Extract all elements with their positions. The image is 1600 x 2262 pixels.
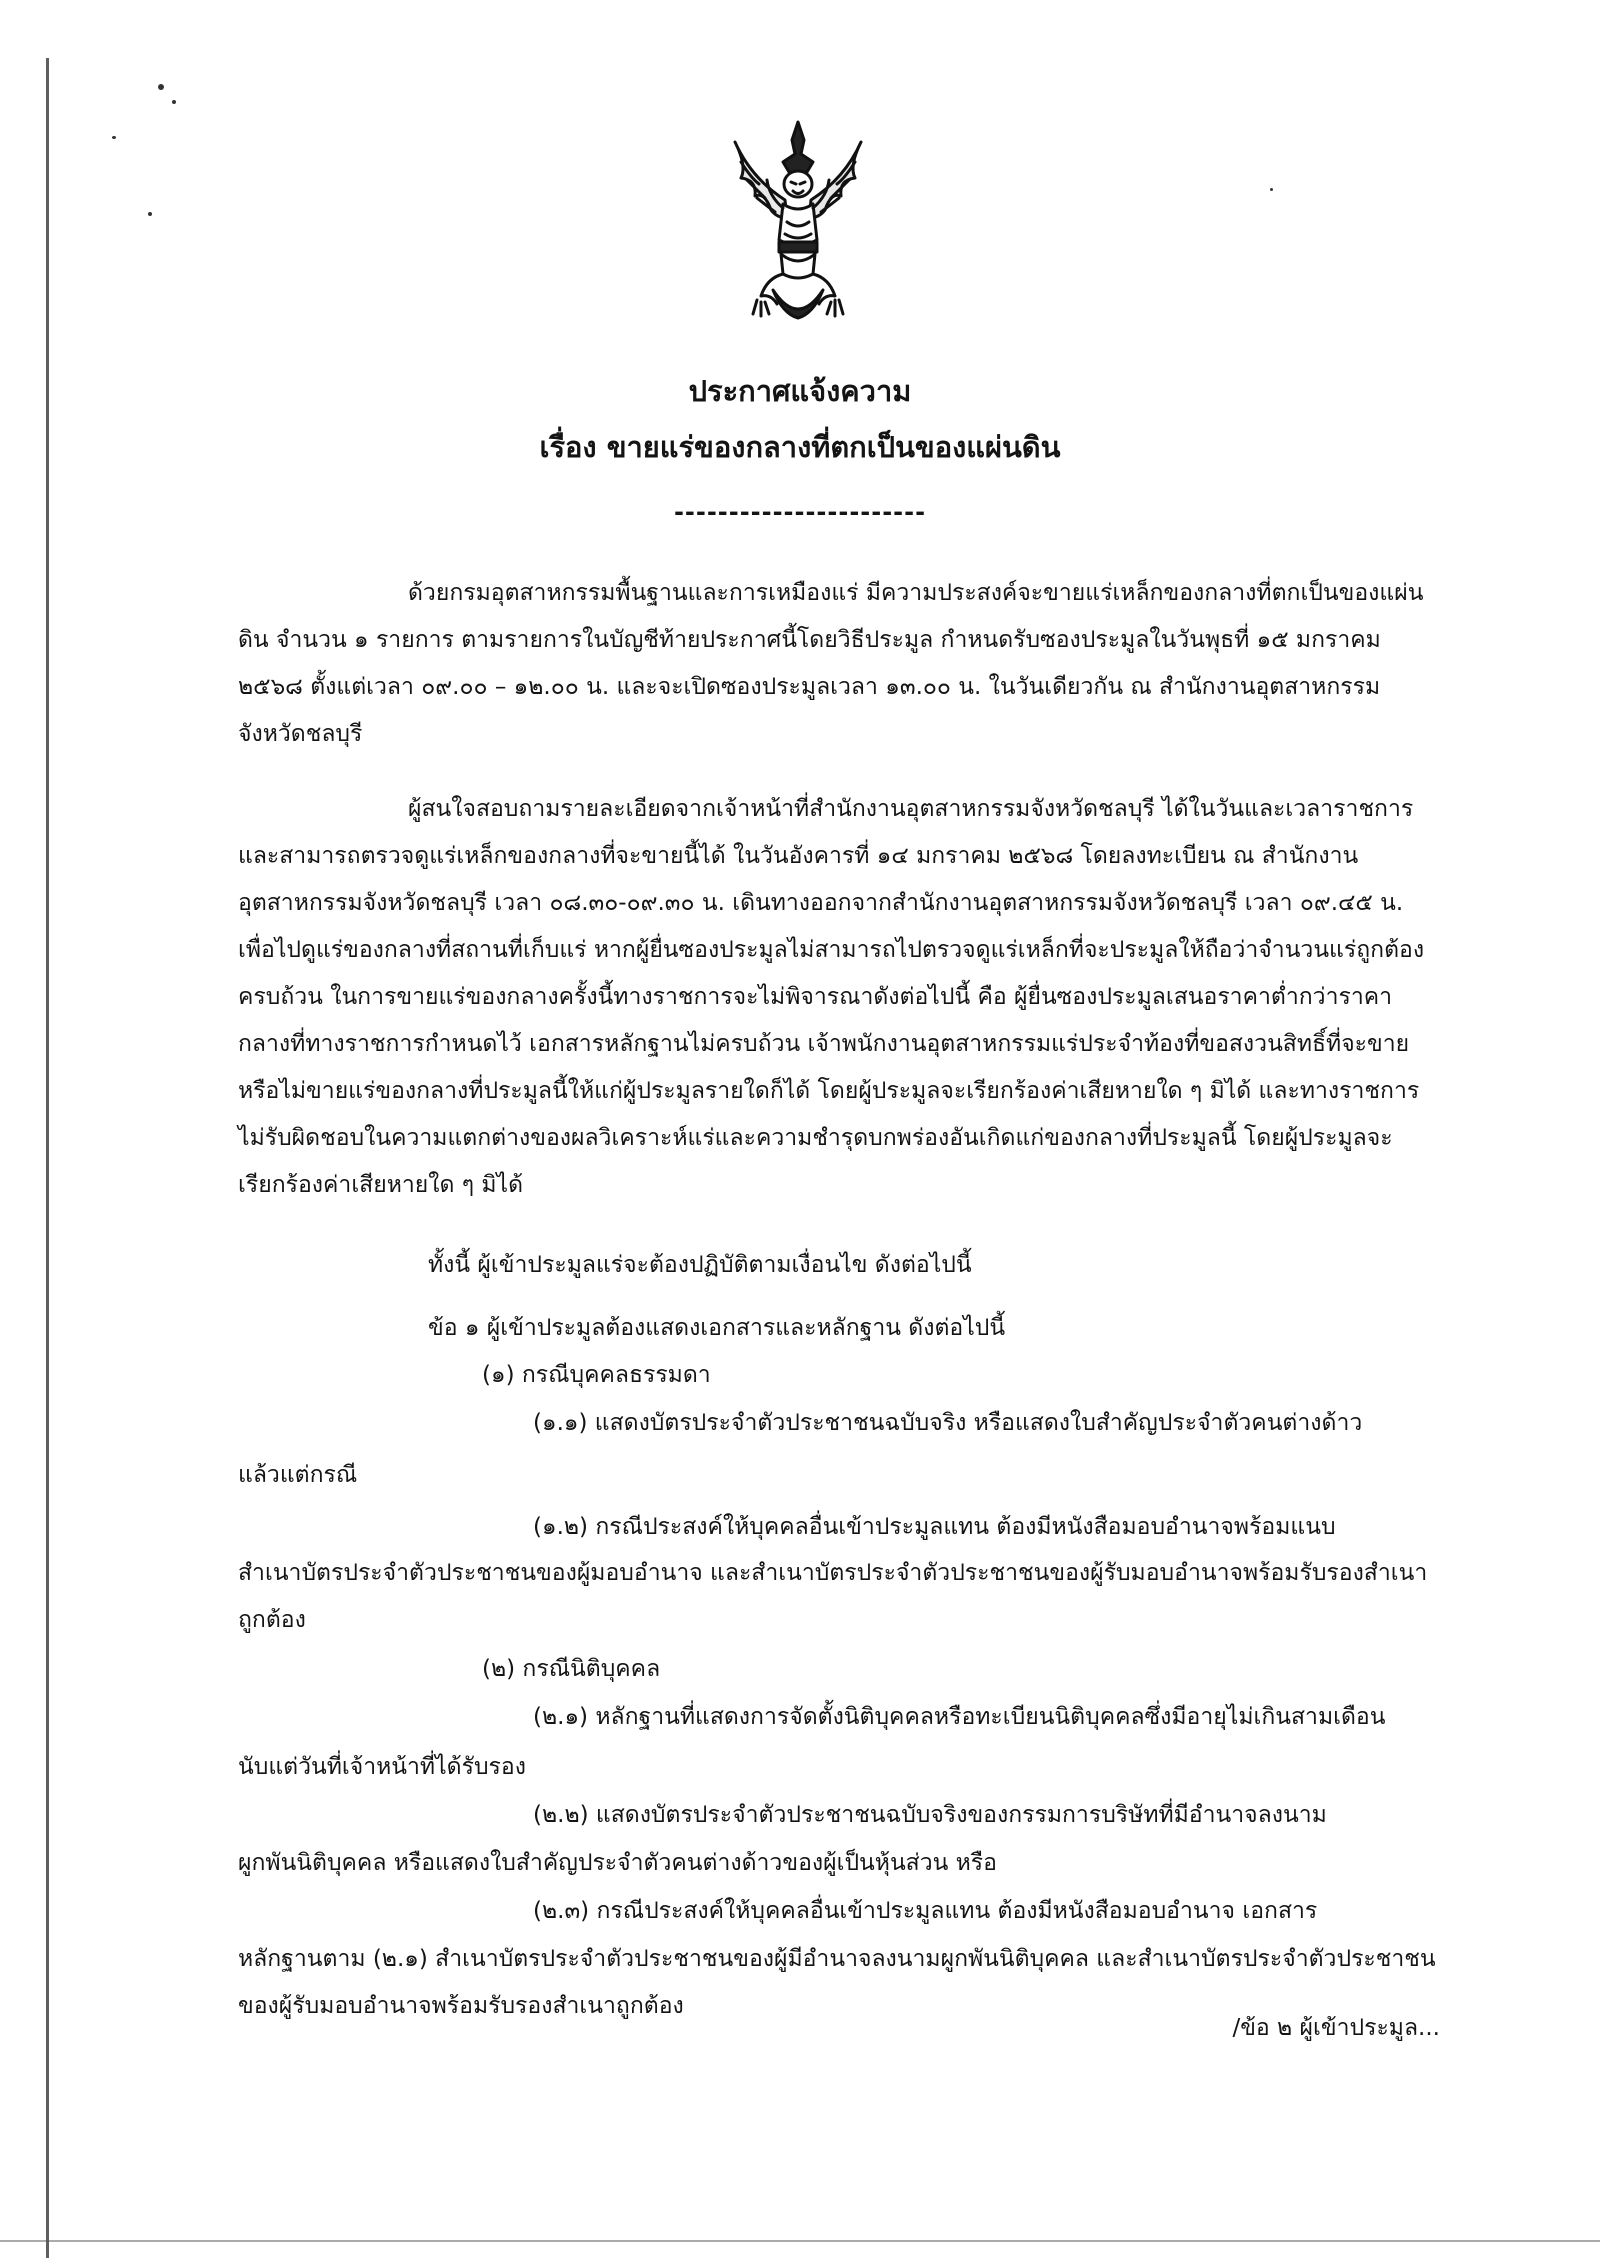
scan-speck bbox=[112, 136, 116, 139]
garuda-emblem-icon bbox=[727, 118, 869, 328]
case-1-2-first-line: (๑.๒) กรณีประสงค์ให้บุคคลอื่นเข้าประมูลแทน ต้องมีหนังสือมอบอำนาจพร้อมแนบ bbox=[533, 1514, 1336, 1540]
case-2-heading: (๒) กรณีนิติบุคคล bbox=[482, 1656, 661, 1682]
case-2-2-first-line: (๒.๒) แสดงบัตรประจำตัวประชาชนฉบับจริงของกรรมการบริษัทที่มีอำนาจลงนาม bbox=[533, 1802, 1327, 1828]
scan-speck bbox=[172, 100, 176, 104]
case-1-1-continuation: แล้วแต่กรณี bbox=[238, 1462, 358, 1488]
case-2-1-first-line: (๒.๑) หลักฐานที่แสดงการจัดตั้งนิติบุคคลหรือทะเบียนนิติบุคคลซึ่งมีอายุไม่เกินสามเดือน bbox=[533, 1704, 1386, 1730]
case-2-3-first-line: (๒.๓) กรณีประสงค์ให้บุคคลอื่นเข้าประมูลแทน ต้องมีหนังสือมอบอำนาจ เอกสาร bbox=[533, 1898, 1318, 1924]
case-1-1-first-line: (๑.๑) แสดงบัตรประจำตัวประชาชนฉบับจริง หรือแสดงใบสำคัญประจำตัวคนต่างด้าว bbox=[533, 1410, 1363, 1436]
scan-speck bbox=[1270, 188, 1273, 191]
case-1-2-continuation: สำเนาบัตรประจำตัวประชาชนของผู้มอบอำนาจ และสำเนาบัตรประจำตัวประชาชนของผู้รับมอบอำนาจพร้อมรับรองสำเนาถูกต้อง bbox=[238, 1560, 1428, 1633]
scan-speck bbox=[158, 84, 164, 90]
page-continuation-note: /ข้อ ๒ ผู้เข้าประมูล... bbox=[1232, 2015, 1440, 2041]
case-2-1-continuation: นับแต่วันที่เจ้าหน้าที่ได้รับรอง bbox=[238, 1754, 526, 1780]
divider-line: ----------------------- bbox=[673, 498, 927, 526]
case-2-2-continuation: ผูกพันนิติบุคคล หรือแสดงใบสำคัญประจำตัวคนต่างด้าวของผู้เป็นหุ้นส่วน หรือ bbox=[238, 1850, 997, 1876]
paragraph-inspection: ผู้สนใจสอบถามรายละเอียดจากเจ้าหน้าที่สำนักงานอุตสาหกรรมจังหวัดชลบุรี ได้ในวันและเวลาราชการ และสามารถตรวจดูแร่เหล็กของกลางที่จะขายนี้ได้ ในวันอังคารที่ ๑๔ มกราคม ๒๕๖๘ โดยลงทะเบียน ณ สำนักงานอุตสาหกรรมจังหวัดชลบุรี เวลา ๐๘.๓๐-๐๙.๓๐ น. เดินทางออกจากสำนักงานอุตสาหกรรมจังหวัดชลบุรี เวลา ๐๙.๔๕ น. เพื่อไปดูแร่ของกลางที่สถานที่เก็บแร่ หากผู้ยื่นซองประมูลไม่สามารถไปตรวจดูแร่เหล็กที่จะประมูลให้ถือว่าจำนวนแร่ถูกต้องครบถ้วน ในการขายแร่ของกลางครั้งนี้ทางราชการจะไม่พิจารณาดังต่อไปนี้ คือ ผู้ยื่นซองประมูลเสนอราคาต่ำกว่าราคากลางที่ทางราชการกำหนดไว้ เอกสารหลักฐานไม่ครบถ้วน เจ้าพนักงานอุตสาหกรรมแร่ประจำท้องที่ขอสงวนสิทธิ์ที่จะขายหรือไม่ขายแร่ของกลางที่ประมูลนี้ให้แก่ผู้ประมูลรายใดก็ได้ โดยผู้ประมูลจะเรียกร้องค่าเสียหายใด ๆ มิได้ และทางราชการไม่รับผิดชอบในความแตกต่างของผลวิเคราะห์แร่และความชำรุดบกพร่องอันเกิดแก่ของกลางที่ประมูลนี้ โดยผู้ประมูลจะเรียกร้องค่าเสียหายใด ๆ มิได้ bbox=[238, 796, 1425, 1198]
case-1-heading: (๑) กรณีบุคคลธรรมดา bbox=[482, 1362, 711, 1388]
conditions-intro: ทั้งนี้ ผู้เข้าประมูลแร่จะต้องปฏิบัติตามเงื่อนไข ดังต่อไปนี้ bbox=[428, 1252, 972, 1278]
page-title: ประกาศแจ้งความ bbox=[688, 374, 912, 408]
scan-speck bbox=[148, 212, 152, 216]
case-2-3-continuation: หลักฐานตาม (๒.๑) สำเนาบัตรประจำตัวประชาชนของผู้มีอำนาจลงนามผูกพันนิติบุคคล และสำเนาบัตรประจำตัวประชาชนของผู้รับมอบอำนาจพร้อมรับรองสำเนาถูกต้อง bbox=[238, 1946, 1436, 2019]
scan-bottom-edge bbox=[0, 2240, 1600, 2242]
clause-1: ข้อ ๑ ผู้เข้าประมูลต้องแสดงเอกสารและหลักฐาน ดังต่อไปนี้ bbox=[428, 1315, 1006, 1341]
subject-line: เรื่อง ขายแร่ของกลางที่ตกเป็นของแผ่นดิน bbox=[539, 430, 1061, 464]
paragraph-announcement: ด้วยกรมอุตสาหกรรมพื้นฐานและการเหมืองแร่ มีความประสงค์จะขายแร่เหล็กของกลางที่ตกเป็นของแผ่นดิน จำนวน ๑ รายการ ตามรายการในบัญชีท้ายประกาศนี้โดยวิธีประมูล กำหนดรับซองประมูลในวันพุธที่ ๑๕ มกราคม ๒๕๖๘ ตั้งแต่เวลา ๐๙.๐๐ – ๑๒.๐๐ น. และจะเปิดซองประมูลเวลา ๑๓.๐๐ น. ในวันเดียวกัน ณ สำนักงานอุตสาหกรรมจังหวัดชลบุรี bbox=[238, 580, 1424, 747]
